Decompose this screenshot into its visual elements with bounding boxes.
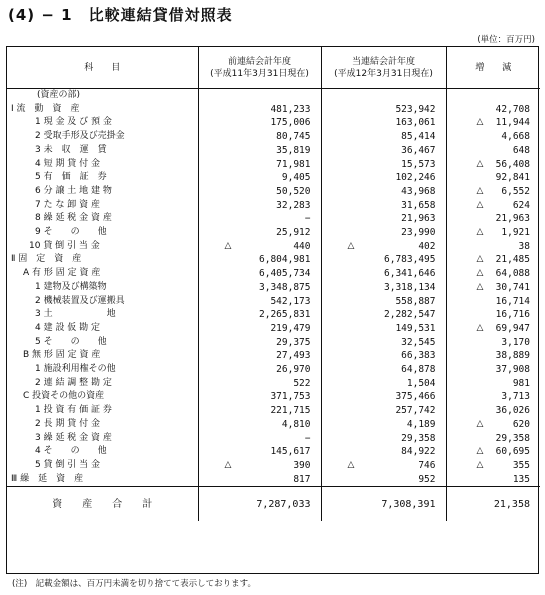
current-year-amount (321, 308, 446, 322)
difference-amount-value: 16,716 (495, 309, 530, 321)
account-name-cell (7, 253, 198, 267)
current-year-amount (321, 390, 446, 404)
current-year-amount (321, 445, 446, 459)
prev-year-amount-value: 50,520 (276, 185, 311, 197)
difference-amount (446, 418, 540, 432)
account-name: A 有 形 固 定 資 産 (23, 268, 101, 279)
account-name-cell (7, 267, 198, 281)
account-name-cell (7, 363, 198, 377)
current-year-amount (321, 185, 446, 199)
prev-year-amount-value: 25,912 (276, 227, 311, 239)
table-row (7, 377, 540, 391)
prev-year-amount-value: 27,493 (276, 350, 311, 362)
difference-amount-value: 11,944 (495, 117, 530, 129)
table-row (7, 130, 540, 144)
difference-amount (446, 473, 540, 487)
prev-year-amount (198, 363, 321, 377)
difference-amount (446, 295, 540, 309)
prev-year-amount-value: − (304, 432, 311, 444)
current-year-amount (321, 432, 446, 446)
prev-year-amount (198, 171, 321, 185)
prev-year-amount (198, 459, 321, 473)
difference-amount-value: 21,963 (495, 213, 530, 225)
current-year-amount (321, 473, 446, 487)
prev-year-amount-value: 71,981 (276, 158, 311, 170)
negative-marker: △ (224, 459, 232, 470)
table-row (7, 295, 540, 309)
difference-amount (446, 89, 540, 103)
difference-amount-value: 981 (512, 377, 530, 389)
current-year-amount-value: 4,189 (406, 418, 436, 430)
table-row (7, 445, 540, 459)
difference-amount (446, 116, 540, 130)
prev-year-amount-value: 371,753 (270, 391, 311, 403)
prev-year-amount (198, 212, 321, 226)
prev-year-amount-value: 4,810 (281, 418, 311, 430)
account-name-cell (7, 212, 198, 226)
prev-year-amount (198, 473, 321, 487)
difference-amount (446, 144, 540, 158)
header-cur-line1: 当連結会計年度 (351, 56, 415, 67)
current-year-amount (321, 295, 446, 309)
prev-year-amount-value: − (304, 213, 311, 225)
prev-year-amount (198, 226, 321, 240)
table-row (7, 185, 540, 199)
difference-amount-value: 30,741 (495, 281, 530, 293)
current-year-amount (321, 418, 446, 432)
difference-amount (446, 240, 540, 254)
difference-amount-value: 4,668 (501, 131, 530, 143)
difference-amount-value: 624 (512, 199, 530, 211)
current-year-amount (321, 130, 446, 144)
account-name: 7 た な 卸 資 産 (35, 199, 101, 210)
account-name: 8 繰 延 税 金 資 産 (35, 213, 112, 224)
current-year-amount-value: 43,968 (401, 185, 436, 197)
table-row (7, 390, 540, 404)
header-prev-line2: (平成11年3月31日現在) (210, 68, 309, 79)
current-year-amount-value: 149,531 (395, 322, 436, 334)
prev-year-amount-value: 817 (293, 473, 311, 485)
difference-amount-value: 92,841 (495, 172, 530, 184)
header-prev-line1: 前連結会計年度 (227, 56, 291, 67)
account-name-cell (7, 185, 198, 199)
difference-amount-value: 38,889 (495, 350, 530, 362)
current-year-amount-value: 6,783,495 (384, 254, 436, 266)
current-year-amount-value: 85,414 (401, 131, 436, 143)
account-name: 1 現 金 及 び 預 金 (35, 117, 112, 128)
current-year-amount-value: 32,545 (401, 336, 436, 348)
negative-marker: △ (476, 268, 484, 279)
negative-marker: △ (476, 322, 484, 333)
current-year-amount-value: 2,282,547 (384, 309, 436, 321)
difference-amount-value: 69,947 (495, 322, 530, 334)
current-year-amount (321, 226, 446, 240)
header-current-year (321, 47, 446, 89)
account-name: B 無 形 固 定 資 産 (23, 350, 101, 361)
table-row (7, 418, 540, 432)
current-year-amount (321, 116, 446, 130)
table-row (7, 432, 540, 446)
prev-year-amount (198, 404, 321, 418)
current-year-amount (321, 89, 446, 103)
prev-year-amount (198, 308, 321, 322)
negative-marker: △ (347, 240, 355, 251)
table-row (7, 226, 540, 240)
account-name: 5 有 価 証 券 (35, 172, 107, 183)
difference-amount (446, 308, 540, 322)
negative-marker: △ (476, 446, 484, 457)
prev-year-amount (198, 432, 321, 446)
prev-year-amount (198, 390, 321, 404)
difference-amount (446, 390, 540, 404)
account-name: 2 受取手形及び売掛金 (35, 131, 125, 142)
account-name-cell (7, 432, 198, 446)
current-year-amount (321, 199, 446, 213)
current-year-amount-value: 84,922 (401, 446, 436, 458)
prev-year-amount-value: 390 (293, 459, 311, 471)
difference-amount-value: 620 (512, 418, 530, 430)
current-year-amount-value: 36,467 (401, 144, 436, 156)
current-year-amount (321, 267, 446, 281)
account-name-cell (7, 459, 198, 473)
current-year-amount-value: 952 (418, 473, 436, 485)
account-name-cell (7, 404, 198, 418)
account-name: 2 連 結 調 整 勘 定 (35, 377, 112, 388)
current-year-amount (321, 322, 446, 336)
prev-year-amount (198, 349, 321, 363)
current-year-amount (321, 404, 446, 418)
current-year-amount (321, 459, 446, 473)
account-name: (資産の部) (37, 90, 81, 100)
current-year-amount-value: 29,358 (401, 432, 436, 444)
account-name: 5 そ の 他 (35, 336, 107, 347)
account-name-cell (7, 103, 198, 117)
current-year-amount (321, 377, 446, 391)
difference-amount-value: 3,713 (501, 391, 530, 403)
table-row (7, 336, 540, 350)
current-year-amount (321, 281, 446, 295)
negative-marker: △ (476, 254, 484, 265)
prev-year-amount-value: 35,819 (276, 144, 311, 156)
prev-year-amount (198, 418, 321, 432)
current-year-amount (321, 240, 446, 254)
current-year-amount-value: 1,504 (406, 377, 436, 389)
account-name-cell (7, 445, 198, 459)
prev-year-amount-value: 219,479 (270, 322, 311, 334)
difference-amount (446, 445, 540, 459)
difference-amount (446, 363, 540, 377)
account-name-cell (7, 295, 198, 309)
header-item-label: 科 目 (84, 62, 121, 73)
current-year-amount-value: 402 (418, 240, 436, 252)
negative-marker: △ (476, 158, 484, 169)
table-row (7, 308, 540, 322)
prev-year-amount-value: 6,405,734 (259, 268, 311, 280)
table-row (7, 349, 540, 363)
negative-marker: △ (476, 459, 484, 470)
current-year-amount-value: 64,878 (401, 364, 436, 376)
difference-amount-value: 6,552 (501, 185, 530, 197)
account-name-cell (7, 171, 198, 185)
difference-amount-value: 648 (512, 144, 530, 156)
prev-year-amount-value: 3,348,875 (259, 281, 311, 293)
prev-year-amount-value: 542,173 (270, 295, 311, 307)
table-row (7, 459, 540, 473)
account-name: 2 機械装置及び運搬具 (35, 295, 125, 306)
prev-year-amount (198, 185, 321, 199)
difference-amount (446, 199, 540, 213)
current-year-amount-value: 558,887 (395, 295, 436, 307)
account-name-cell (7, 89, 198, 103)
table-row (7, 281, 540, 295)
account-name: 2 長 期 貸 付 金 (35, 418, 101, 429)
prev-year-amount-value: 9,405 (281, 172, 311, 184)
negative-marker: △ (476, 227, 484, 238)
account-name: 4 短 期 貸 付 金 (35, 158, 101, 169)
table-row (7, 144, 540, 158)
prev-year-amount (198, 130, 321, 144)
table-row (7, 363, 540, 377)
current-year-amount-value: 746 (418, 459, 436, 471)
table-row (7, 267, 540, 281)
prev-year-amount-value: 145,617 (270, 446, 311, 458)
current-year-amount-value: 66,383 (401, 350, 436, 362)
difference-amount (446, 226, 540, 240)
table-row (7, 158, 540, 172)
difference-amount (446, 459, 540, 473)
prev-year-amount-value: 481,233 (270, 103, 311, 115)
account-name: 1 施設利用権その他 (35, 364, 116, 375)
account-name: 6 分 譲 土 地 建 物 (35, 185, 112, 196)
balance-sheet-table (6, 46, 539, 574)
difference-amount-value: 355 (512, 459, 530, 471)
prev-year-amount (198, 199, 321, 213)
difference-amount (446, 253, 540, 267)
prev-year-amount (198, 103, 321, 117)
account-name-cell (7, 336, 198, 350)
account-name: C 投資その他の資産 (23, 391, 105, 402)
current-year-amount (321, 144, 446, 158)
account-name-cell (7, 322, 198, 336)
difference-amount (446, 185, 540, 199)
difference-amount-value: 16,714 (495, 295, 530, 307)
difference-amount (446, 212, 540, 226)
account-name: Ⅰ 流 動 資 産 (11, 103, 80, 114)
account-name-cell (7, 144, 198, 158)
account-name: 3 繰 延 税 金 資 産 (35, 432, 112, 443)
account-name-cell (7, 130, 198, 144)
table-row (7, 240, 540, 254)
difference-amount (446, 171, 540, 185)
table-row (7, 322, 540, 336)
prev-year-amount-value: 440 (293, 240, 311, 252)
unit-label: (単位：百万円) (477, 35, 535, 45)
prev-year-amount-value: 80,745 (276, 131, 311, 143)
difference-amount (446, 267, 540, 281)
difference-amount (446, 432, 540, 446)
difference-amount (446, 336, 540, 350)
negative-marker: △ (347, 459, 355, 470)
account-name-cell (7, 390, 198, 404)
difference-amount-value: 3,170 (501, 336, 530, 348)
account-name-cell (7, 199, 198, 213)
difference-amount-value: 36,026 (495, 405, 530, 417)
difference-amount-value: 42,708 (495, 103, 530, 115)
account-name-cell (7, 418, 198, 432)
account-name: Ⅱ 固 定 資 産 (11, 254, 82, 265)
prev-year-amount-value: 221,715 (270, 405, 311, 417)
current-year-amount-value: 375,466 (395, 391, 436, 403)
difference-amount-value: 29,358 (495, 432, 530, 444)
table-row (7, 404, 540, 418)
total-row (7, 487, 540, 522)
difference-amount (446, 377, 540, 391)
difference-amount-value: 135 (512, 473, 530, 485)
table-row (7, 116, 540, 130)
current-year-amount-value: 23,990 (401, 227, 436, 239)
prev-year-amount (198, 253, 321, 267)
table-row (7, 212, 540, 226)
account-name-cell (7, 226, 198, 240)
prev-year-amount-value: 522 (293, 377, 311, 389)
account-name: 1 建物及び構築物 (35, 281, 107, 292)
negative-marker: △ (476, 185, 484, 196)
current-year-amount (321, 363, 446, 377)
header-prev-year (198, 47, 321, 89)
prev-year-amount (198, 240, 321, 254)
current-year-amount-value: 6,341,646 (384, 268, 436, 280)
current-year-amount-value: 21,963 (401, 213, 436, 225)
current-year-amount (321, 336, 446, 350)
account-name-cell (7, 281, 198, 295)
current-year-amount-value: 102,246 (395, 172, 436, 184)
difference-amount-value: 38 (518, 240, 530, 252)
total-cur-amount: 7,308,391 (321, 487, 446, 522)
account-name: 3 土 地 (35, 309, 116, 320)
total-diff-amount: 21,358 (446, 487, 540, 522)
current-year-amount-value: 523,942 (395, 103, 436, 115)
prev-year-amount (198, 377, 321, 391)
prev-year-amount (198, 89, 321, 103)
account-name: 3 未 収 運 賃 (35, 144, 107, 155)
current-year-amount-value: 257,742 (395, 405, 436, 417)
current-year-amount (321, 103, 446, 117)
difference-amount (446, 281, 540, 295)
account-name: 9 そ の 他 (35, 227, 107, 238)
prev-year-amount-value: 6,804,981 (259, 254, 311, 266)
table-row (7, 103, 540, 117)
prev-year-amount (198, 322, 321, 336)
table-row (7, 171, 540, 185)
footnote: (注) 記載金額は、百万円未満を切り捨てて表示しております。 (12, 579, 256, 589)
account-name-cell (7, 116, 198, 130)
difference-amount (446, 349, 540, 363)
current-year-amount (321, 253, 446, 267)
difference-amount (446, 158, 540, 172)
account-name: 5 貸 倒 引 当 金 (35, 459, 101, 470)
account-name-cell (7, 377, 198, 391)
current-year-amount-value: 31,658 (401, 199, 436, 211)
negative-marker: △ (224, 240, 232, 251)
prev-year-amount (198, 116, 321, 130)
prev-year-amount (198, 158, 321, 172)
account-name: Ⅲ 繰 延 資 産 (11, 473, 84, 484)
prev-year-amount-value: 2,265,831 (259, 309, 311, 321)
account-name-cell (7, 158, 198, 172)
current-year-amount (321, 212, 446, 226)
difference-amount-value: 60,695 (495, 446, 530, 458)
account-name-cell (7, 349, 198, 363)
table-row (7, 199, 540, 213)
account-name: 4 建 設 仮 勘 定 (35, 322, 101, 333)
prev-year-amount (198, 144, 321, 158)
prev-year-amount-value: 175,006 (270, 117, 311, 129)
prev-year-amount (198, 336, 321, 350)
prev-year-amount (198, 267, 321, 281)
header-item (7, 47, 198, 89)
table-row (7, 253, 540, 267)
table-header-row (7, 47, 540, 89)
difference-amount-value: 64,088 (495, 268, 530, 280)
negative-marker: △ (476, 199, 484, 210)
difference-amount (446, 130, 540, 144)
header-difference: 増 減 (446, 47, 540, 89)
prev-year-amount (198, 281, 321, 295)
prev-year-amount (198, 445, 321, 459)
total-label: 資 産 合 計 (7, 487, 198, 522)
account-name-cell (7, 473, 198, 487)
current-year-amount-value: 15,573 (401, 158, 436, 170)
difference-amount (446, 322, 540, 336)
account-name-cell (7, 240, 198, 254)
current-year-amount (321, 158, 446, 172)
page-title: (4) − 1 比較連結貸借対照表 (8, 6, 233, 24)
difference-amount (446, 404, 540, 418)
difference-amount (446, 103, 540, 117)
current-year-amount (321, 171, 446, 185)
prev-year-amount-value: 32,283 (276, 199, 311, 211)
difference-amount-value: 37,908 (495, 364, 530, 376)
account-name: 1 投 資 有 価 証 券 (35, 405, 112, 416)
current-year-amount (321, 349, 446, 363)
current-year-amount-value: 163,061 (395, 117, 436, 129)
current-year-amount-value: 3,318,134 (384, 281, 436, 293)
account-name: 4 そ の 他 (35, 446, 107, 457)
table-row (7, 473, 540, 487)
negative-marker: △ (476, 281, 484, 292)
difference-amount-value: 56,408 (495, 158, 530, 170)
total-prev-amount: 7,287,033 (198, 487, 321, 522)
negative-marker: △ (476, 117, 484, 128)
prev-year-amount-value: 29,375 (276, 336, 311, 348)
table-row (7, 89, 540, 103)
difference-amount-value: 21,485 (495, 254, 530, 266)
account-name: 10 貸 倒 引 当 金 (29, 240, 100, 251)
account-name-cell (7, 308, 198, 322)
negative-marker: △ (476, 418, 484, 429)
prev-year-amount (198, 295, 321, 309)
difference-amount-value: 1,921 (501, 227, 530, 239)
prev-year-amount-value: 26,970 (276, 364, 311, 376)
header-cur-line2: (平成12年3月31日現在) (334, 68, 433, 79)
